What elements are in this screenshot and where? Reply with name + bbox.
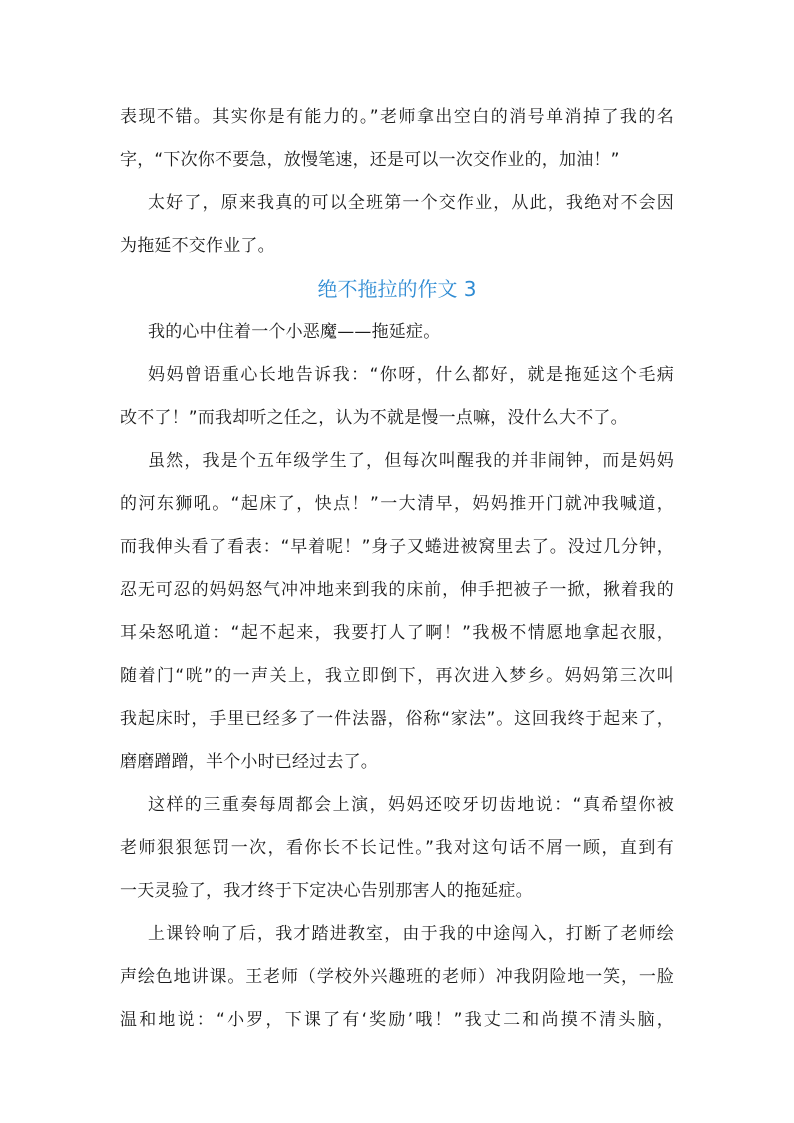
paragraph	[120, 182, 674, 268]
essay-title: 绝不拖拉的作文 3	[317, 277, 477, 301]
text-line: 温和地说：“小罗，下课了有‘奖励’哦！”我丈二和尚摸不清头脑，	[120, 1010, 674, 1030]
text-line: 老师狠狠惩罚一次，看你长不长记性。”我对这句话不屑一顾，直到有	[120, 838, 674, 858]
text-line: 我的心中住着一个小恶魔——拖延症。	[148, 322, 441, 342]
text-line: 耳朵怒吼道：“起不起来，我要打人了啊！”我极不情愿地拿起衣服，	[120, 623, 674, 643]
text-line: 改不了！”而我却听之任之，认为不就是慢一点嘛，没什么大不了。	[120, 408, 628, 428]
paragraph	[120, 440, 674, 784]
text-line: 虽然，我是个五年级学生了，但每次叫醒我的并非闹钟，而是妈妈	[148, 451, 674, 471]
text-line: 而我伸头看了看表：“早着呢！”身子又蜷进被窝里去了。没过几分钟，	[120, 537, 674, 557]
text-line: 字，“下次你不要急，放慢笔速，还是可以一次交作业的，加油！”	[120, 150, 620, 170]
text-line: 忍无可忍的妈妈怒气冲冲地来到我的床前，伸手把被子一掀，揪着我的	[120, 580, 674, 600]
paragraph	[120, 354, 674, 440]
text-line: 随着门“咣”的一声关上，我立即倒下，再次进入梦乡。妈妈第三次叫	[120, 666, 674, 686]
paragraph	[120, 96, 674, 182]
text-line: 一天灵验了，我才终于下定决心告别那害人的拖延症。	[120, 881, 533, 901]
text-line: 妈妈曾语重心长地告诉我：“你呀，什么都好，就是拖延这个毛病	[148, 365, 674, 385]
text-line: 的河东狮吼。“起床了，快点！”一大清早，妈妈推开门就冲我喊道，	[120, 494, 674, 514]
text-line: 我起床时，手里已经多了一件法器，俗称“家法”。这回我终于起来了，	[120, 709, 674, 729]
text-line: 为拖延不交作业了。	[120, 236, 275, 256]
text-line: 太好了，原来我真的可以全班第一个交作业，从此，我绝对不会因	[148, 193, 674, 213]
paragraph	[120, 784, 674, 913]
text-line: 表现不错。其实你是有能力的。”老师拿出空白的消号单消掉了我的名	[120, 107, 674, 127]
text-line: 上课铃响了后，我才踏进教室，由于我的中途闯入，打断了老师绘	[148, 924, 674, 944]
text-line: 磨磨蹭蹭，半个小时已经过去了。	[120, 752, 378, 772]
document-page	[120, 96, 674, 1042]
paragraph	[120, 913, 674, 1042]
paragraph	[120, 311, 674, 354]
text-line: 这样的三重奏每周都会上演，妈妈还咬牙切齿地说：“真希望你被	[148, 795, 674, 815]
text-line: 声绘色地讲课。王老师（学校外兴趣班的老师）冲我阴险地一笑，一脸	[120, 967, 674, 987]
